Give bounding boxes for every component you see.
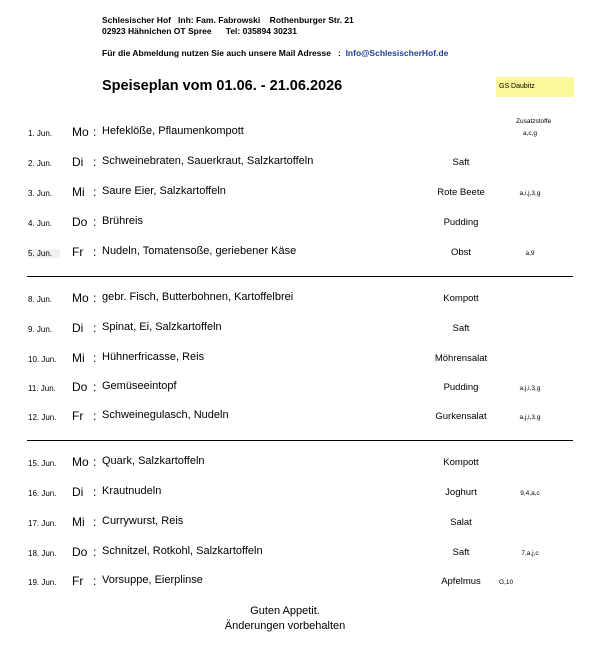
menu-row bbox=[0, 184, 600, 204]
menu-row bbox=[0, 154, 600, 174]
menu-side-dish: Kompott bbox=[443, 293, 479, 304]
menu-meal: Nudeln, Tomatensoße, geriebener Käse bbox=[102, 245, 297, 257]
menu-weekday: Di bbox=[72, 155, 84, 169]
menu-meal: Quark, Salzkartoffeln bbox=[102, 455, 205, 467]
footer-disclaimer: Änderungen vorbehalten bbox=[224, 620, 346, 632]
school-label: GS Daubitz bbox=[496, 77, 574, 97]
menu-side-dish: Saft bbox=[452, 547, 470, 558]
menu-additives: a,j,i,3,g bbox=[519, 385, 541, 392]
menu-row bbox=[0, 544, 600, 564]
menu-date: 17. Jun. bbox=[28, 519, 57, 528]
menu-date: 5. Jun. bbox=[28, 249, 60, 258]
menu-side-dish: Apfelmus bbox=[441, 576, 481, 587]
menu-row bbox=[0, 350, 600, 370]
menu-additives: 7,a,j,c bbox=[521, 550, 539, 557]
menu-meal: Schweinegulasch, Nudeln bbox=[102, 409, 229, 421]
weekday-colon: : bbox=[93, 321, 97, 335]
menu-meal: Schnitzel, Rotkohl, Salzkartoffeln bbox=[102, 545, 263, 557]
weekday-colon: : bbox=[93, 291, 97, 305]
menu-additives: a,i,j,3,g bbox=[519, 190, 541, 197]
email-link[interactable]: Info@SchlesischerHof.de bbox=[345, 48, 449, 58]
menu-meal: Saure Eier, Salzkartoffeln bbox=[102, 185, 226, 197]
week-separator bbox=[27, 276, 573, 277]
menu-row bbox=[0, 514, 600, 534]
deregistration-note bbox=[102, 48, 448, 58]
menu-weekday: Fr bbox=[72, 574, 84, 588]
menu-meal: Currywurst, Reis bbox=[102, 515, 184, 527]
menu-weekday: Mo bbox=[72, 291, 89, 305]
weekday-colon: : bbox=[93, 545, 97, 559]
menu-side-dish: Salat bbox=[450, 517, 472, 528]
menu-additives: a,9 bbox=[525, 250, 535, 257]
menu-date: 2. Jun. bbox=[28, 159, 53, 168]
menu-date: 12. Jun. bbox=[28, 413, 57, 422]
menu-side-dish: Pudding bbox=[443, 382, 479, 393]
menu-date: 19. Jun. bbox=[28, 578, 57, 587]
menu-meal: Hühnerfricasse, Reis bbox=[102, 351, 205, 363]
menu-meal: Gemüseeintopf bbox=[102, 380, 177, 392]
menu-additives: G,10 bbox=[499, 579, 514, 586]
menu-date: 18. Jun. bbox=[28, 549, 57, 558]
menu-side-dish: Kompott bbox=[443, 457, 479, 468]
weekday-colon: : bbox=[93, 185, 97, 199]
weekday-colon: : bbox=[93, 245, 97, 259]
menu-row bbox=[0, 408, 600, 428]
menu-additives: a,c,g bbox=[522, 130, 538, 137]
menu-side-dish: Joghurt bbox=[445, 487, 477, 498]
weekday-colon: : bbox=[93, 455, 97, 469]
menu-side-dish: Möhrensalat bbox=[434, 353, 488, 364]
menu-date: 8. Jun. bbox=[28, 295, 53, 304]
footer-greeting: Guten Appetit. bbox=[250, 605, 320, 617]
menu-date: 10. Jun. bbox=[28, 355, 57, 364]
weekday-colon: : bbox=[93, 409, 97, 423]
menu-weekday: Di bbox=[72, 321, 84, 335]
menu-date: 3. Jun. bbox=[28, 189, 53, 198]
menu-meal: Krautnudeln bbox=[102, 485, 162, 497]
menu-row bbox=[0, 124, 600, 144]
menu-row bbox=[0, 379, 600, 399]
menu-additives: a,j,i,3,g bbox=[519, 414, 541, 421]
menu-weekday: Fr bbox=[72, 245, 84, 259]
menu-side-dish: Obst bbox=[450, 247, 472, 258]
menu-side-dish: Saft bbox=[452, 323, 470, 334]
menu-row bbox=[0, 573, 600, 593]
menu-meal: gebr. Fisch, Butterbohnen, Kartoffelbrei bbox=[102, 291, 294, 303]
menu-meal: Schweinebraten, Sauerkraut, Salzkartoffeln bbox=[102, 155, 314, 167]
weekday-colon: : bbox=[93, 215, 97, 229]
menu-side-dish: Saft bbox=[452, 157, 470, 168]
menu-weekday: Mi bbox=[72, 185, 85, 199]
page-title: Speiseplan vom 01.06. - 21.06.2026 bbox=[102, 78, 343, 94]
menu-meal: Spinat, Ei, Salzkartoffeln bbox=[102, 321, 222, 333]
menu-weekday: Mo bbox=[72, 455, 89, 469]
menu-meal: Hefeklöße, Pflaumenkompott bbox=[102, 125, 244, 137]
week-separator bbox=[27, 440, 573, 441]
menu-weekday: Mo bbox=[72, 125, 89, 139]
menu-weekday: Do bbox=[72, 215, 88, 229]
menu-additives: 9,4,a,c bbox=[520, 490, 540, 497]
weekday-colon: : bbox=[93, 351, 97, 365]
menu-weekday: Fr bbox=[72, 409, 84, 423]
additives-header: Zusatzstoffe bbox=[516, 118, 552, 125]
menu-side-dish: Gurkensalat bbox=[435, 411, 487, 422]
menu-meal: Brühreis bbox=[102, 215, 143, 227]
menu-weekday: Mi bbox=[72, 515, 85, 529]
menu-row bbox=[0, 244, 600, 264]
weekday-colon: : bbox=[93, 380, 97, 394]
restaurant-contact-line: 02923 Hähnichen OT Spree Tel: 035894 30231 bbox=[102, 26, 297, 36]
weekday-colon: : bbox=[93, 155, 97, 169]
menu-date: 16. Jun. bbox=[28, 489, 57, 498]
menu-weekday: Di bbox=[72, 485, 84, 499]
menu-date: 9. Jun. bbox=[28, 325, 53, 334]
menu-row bbox=[0, 214, 600, 234]
menu-date: 11. Jun. bbox=[28, 384, 56, 393]
menu-weekday: Mi bbox=[72, 351, 85, 365]
weekday-colon: : bbox=[93, 485, 97, 499]
menu-date: 15. Jun. bbox=[28, 459, 57, 468]
menu-side-dish: Rote Beete bbox=[437, 187, 485, 198]
weekday-colon: : bbox=[93, 125, 97, 139]
menu-date: 1. Jun. bbox=[28, 129, 53, 138]
footer bbox=[185, 604, 385, 634]
menu-weekday: Do bbox=[72, 380, 88, 394]
menu-row bbox=[0, 454, 600, 474]
deregistration-text: Für die Abmeldung nutzen Sie auch unsere Mail Adresse : bbox=[102, 48, 346, 58]
menu-meal: Vorsuppe, Eierplinse bbox=[102, 574, 203, 586]
menu-weekday: Do bbox=[72, 545, 88, 559]
weekday-colon: : bbox=[93, 574, 97, 588]
menu-row bbox=[0, 290, 600, 310]
menu-row bbox=[0, 484, 600, 504]
menu-row bbox=[0, 320, 600, 340]
weekday-colon: : bbox=[93, 515, 97, 529]
menu-date: 4. Jun. bbox=[28, 219, 53, 228]
restaurant-address-line: Schlesischer Hof Inh: Fam. Fabrowski Rothenburger Str. 21 bbox=[102, 15, 354, 25]
menu-side-dish: Pudding bbox=[443, 217, 479, 228]
